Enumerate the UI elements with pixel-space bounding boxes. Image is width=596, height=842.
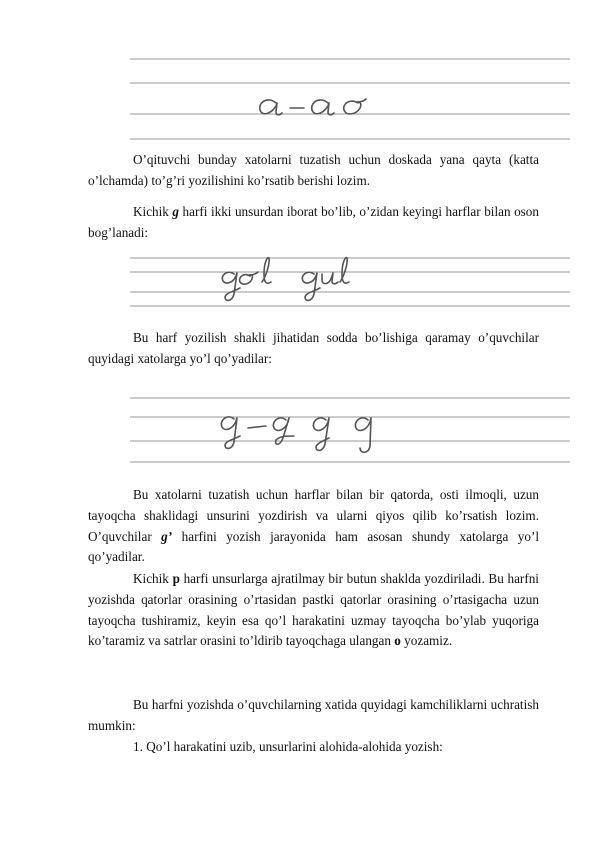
ruled-lines-illustration-2	[130, 250, 570, 312]
letter-o: o	[394, 633, 401, 649]
handwritten-gol-gul	[222, 258, 349, 301]
handwritten-g-errors	[221, 417, 371, 452]
ruled-lines-illustration-1	[130, 52, 570, 147]
paragraph-6: Bu harfni yozishda o’quvchilarning xatida quyidagi kamchiliklarni uchratish mumkin:	[88, 697, 539, 733]
paragraph-1: O’qituvchi bunday xatolarni tuzatish uchun doskada yana qayta (katta o’lchamda) to’g’ri yozilishini ko’rsatib berishi lozim.	[88, 152, 539, 188]
handwriting-sample-gol-gul	[130, 250, 570, 312]
handwritten-a-a-o	[260, 99, 366, 115]
letter-g: g	[172, 204, 180, 219]
paragraph-2: Kichik g harfi ikki unsurdan iborat bo’lib, o’zidan keyingi harflar bilan oson bog’lanadi:	[88, 204, 539, 240]
paragraph-7: 1. Qo’l harakatini uzib, unsurlarini alohida-alohida yozish:	[133, 739, 443, 754]
paragraph-5: Kichik p harfi unsurlarga ajratilmay bir butun shaklda yozdiriladi. Bu harfni yozishda qatorlar orasining o’rtasidan pastki qatorlar orasining o’rtasigacha uzun tayoqcha tushiramiz, keyin esa qo’l harakatini uzmay tayoqcha bo’ylab yuqoriga ko’taramiz va satrlar orasini to’ldirib tayoqchaga ulangan o yozamiz.	[88, 571, 539, 649]
letter-p: p	[172, 571, 180, 586]
ruled-lines-illustration-3	[130, 392, 570, 472]
handwriting-sample-a	[130, 52, 570, 147]
paragraph-4: Bu xatolarni tuzatish uchun harflar bilan bir qatorda, osti ilmoqli, uzun tayoqcha shaklidagi unsurini yozdirish va ularni qiyos qilib ko’rsatish lozim. O’quvchilar g’ harfini yozish jarayonida ham asosan shundy xatolarga yo’l qo’yadilar.	[88, 487, 540, 565]
paragraph-3: Bu harf yozilish shakli jihatidan sodda bo’lishiga qaramay o’quvchilar quyidagi xatolarga yo’l qo’yadilar:	[88, 330, 539, 366]
handwriting-sample-g	[130, 392, 570, 472]
letter-g-apostrophe: g’	[161, 528, 173, 544]
